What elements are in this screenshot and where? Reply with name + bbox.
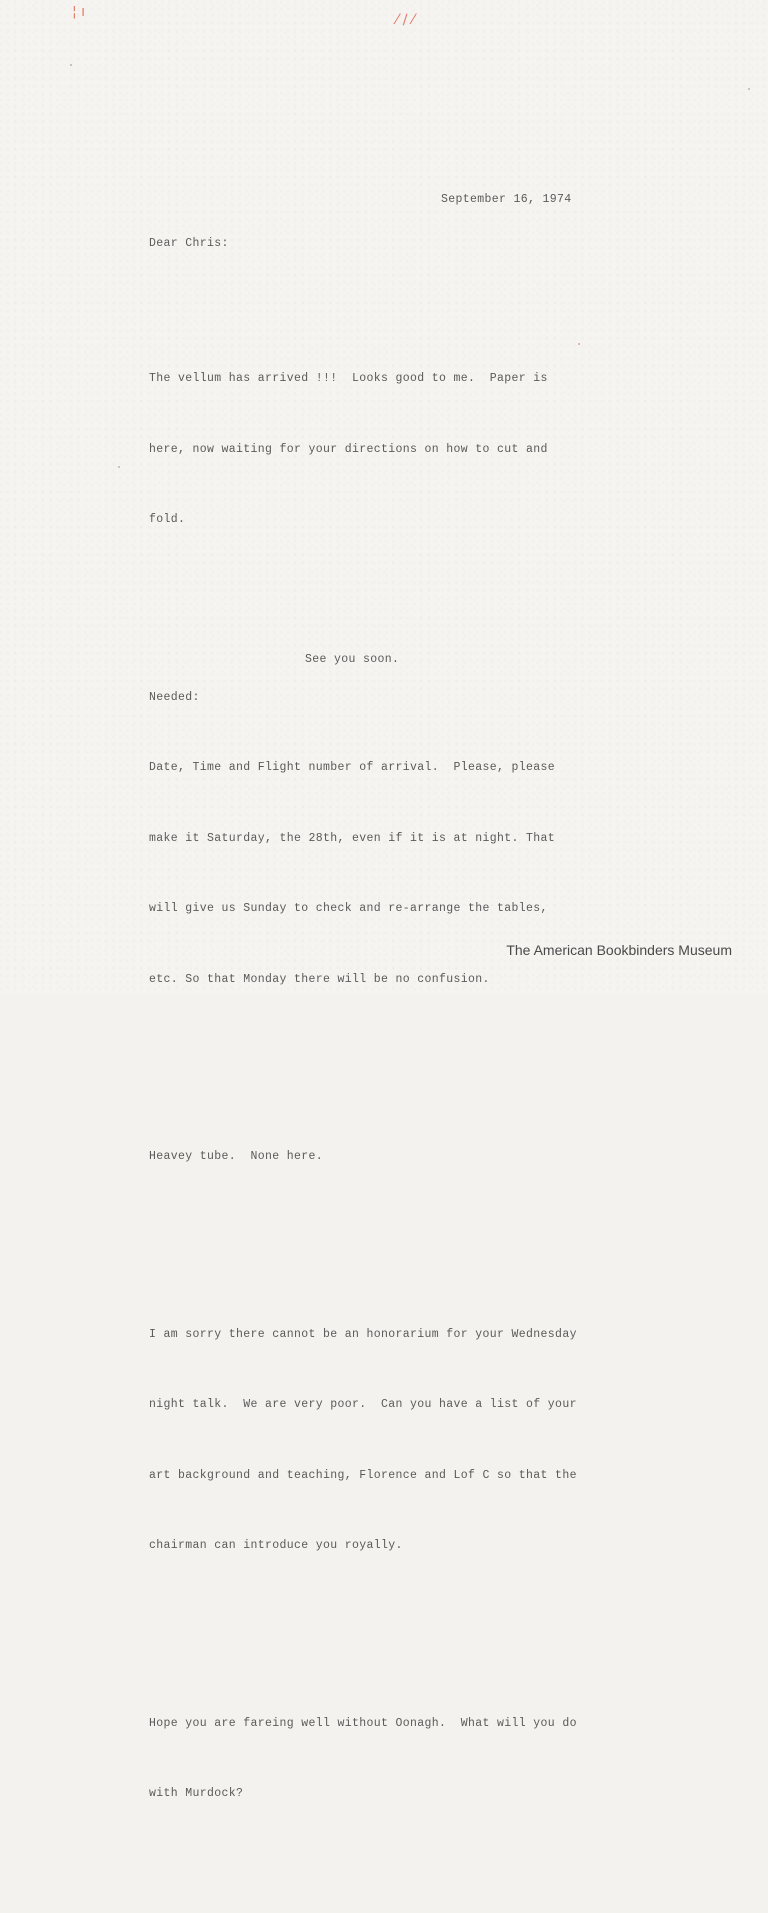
- red-stamp-mark: ⁄ ∕ ⁄: [396, 12, 415, 28]
- paper-speck: [748, 88, 750, 90]
- text-line: The vellum has arrived !!! Looks good to me. Paper is: [149, 372, 548, 385]
- paragraph-5: [149, 1665, 577, 1853]
- paragraph-1: [149, 320, 577, 579]
- text-line: will give us Sunday to check and re-arrange the tables,: [149, 902, 548, 915]
- letter-date: September 16, 1974: [441, 193, 572, 206]
- paper-speck: [578, 343, 580, 345]
- text-line: I am sorry there cannot be an honorarium for your Wednesday: [149, 1327, 577, 1341]
- text-line: here, now waiting for your directions on how to cut and: [149, 442, 548, 456]
- paper-speck: [70, 64, 72, 66]
- letter-salutation: Dear Chris:: [149, 237, 229, 250]
- text-line: night talk. We are very poor. Can you have a list of your: [149, 1398, 577, 1411]
- paragraph-4: [149, 1276, 577, 1605]
- text-line: Heavey tube. None here.: [149, 1150, 324, 1163]
- text-line: fold.: [149, 513, 186, 526]
- text-line: with Murdock?: [149, 1787, 244, 1800]
- text-line: art background and teaching, Florence and Lof C so that the: [149, 1468, 577, 1482]
- text-line: etc. So that Monday there will be no confusion.: [149, 972, 490, 986]
- museum-watermark: The American Bookbinders Museum: [506, 942, 732, 958]
- letter-closing: See you soon.: [305, 653, 400, 666]
- text-line: Hope you are fareing well without Oonagh. What will you do: [149, 1716, 577, 1730]
- paragraph-2: [149, 639, 577, 1039]
- paper-speck: [118, 466, 120, 468]
- text-line: Needed:: [149, 690, 200, 704]
- red-ink-mark: ¦ ı: [72, 4, 86, 20]
- text-line: Date, Time and Flight number of arrival. Please, please: [149, 761, 556, 774]
- paragraph-3: [149, 1098, 577, 1216]
- text-line: make it Saturday, the 28th, even if it is at night. That: [149, 831, 556, 845]
- letter-body: [149, 273, 577, 1913]
- text-line: chairman can introduce you royally.: [149, 1539, 403, 1552]
